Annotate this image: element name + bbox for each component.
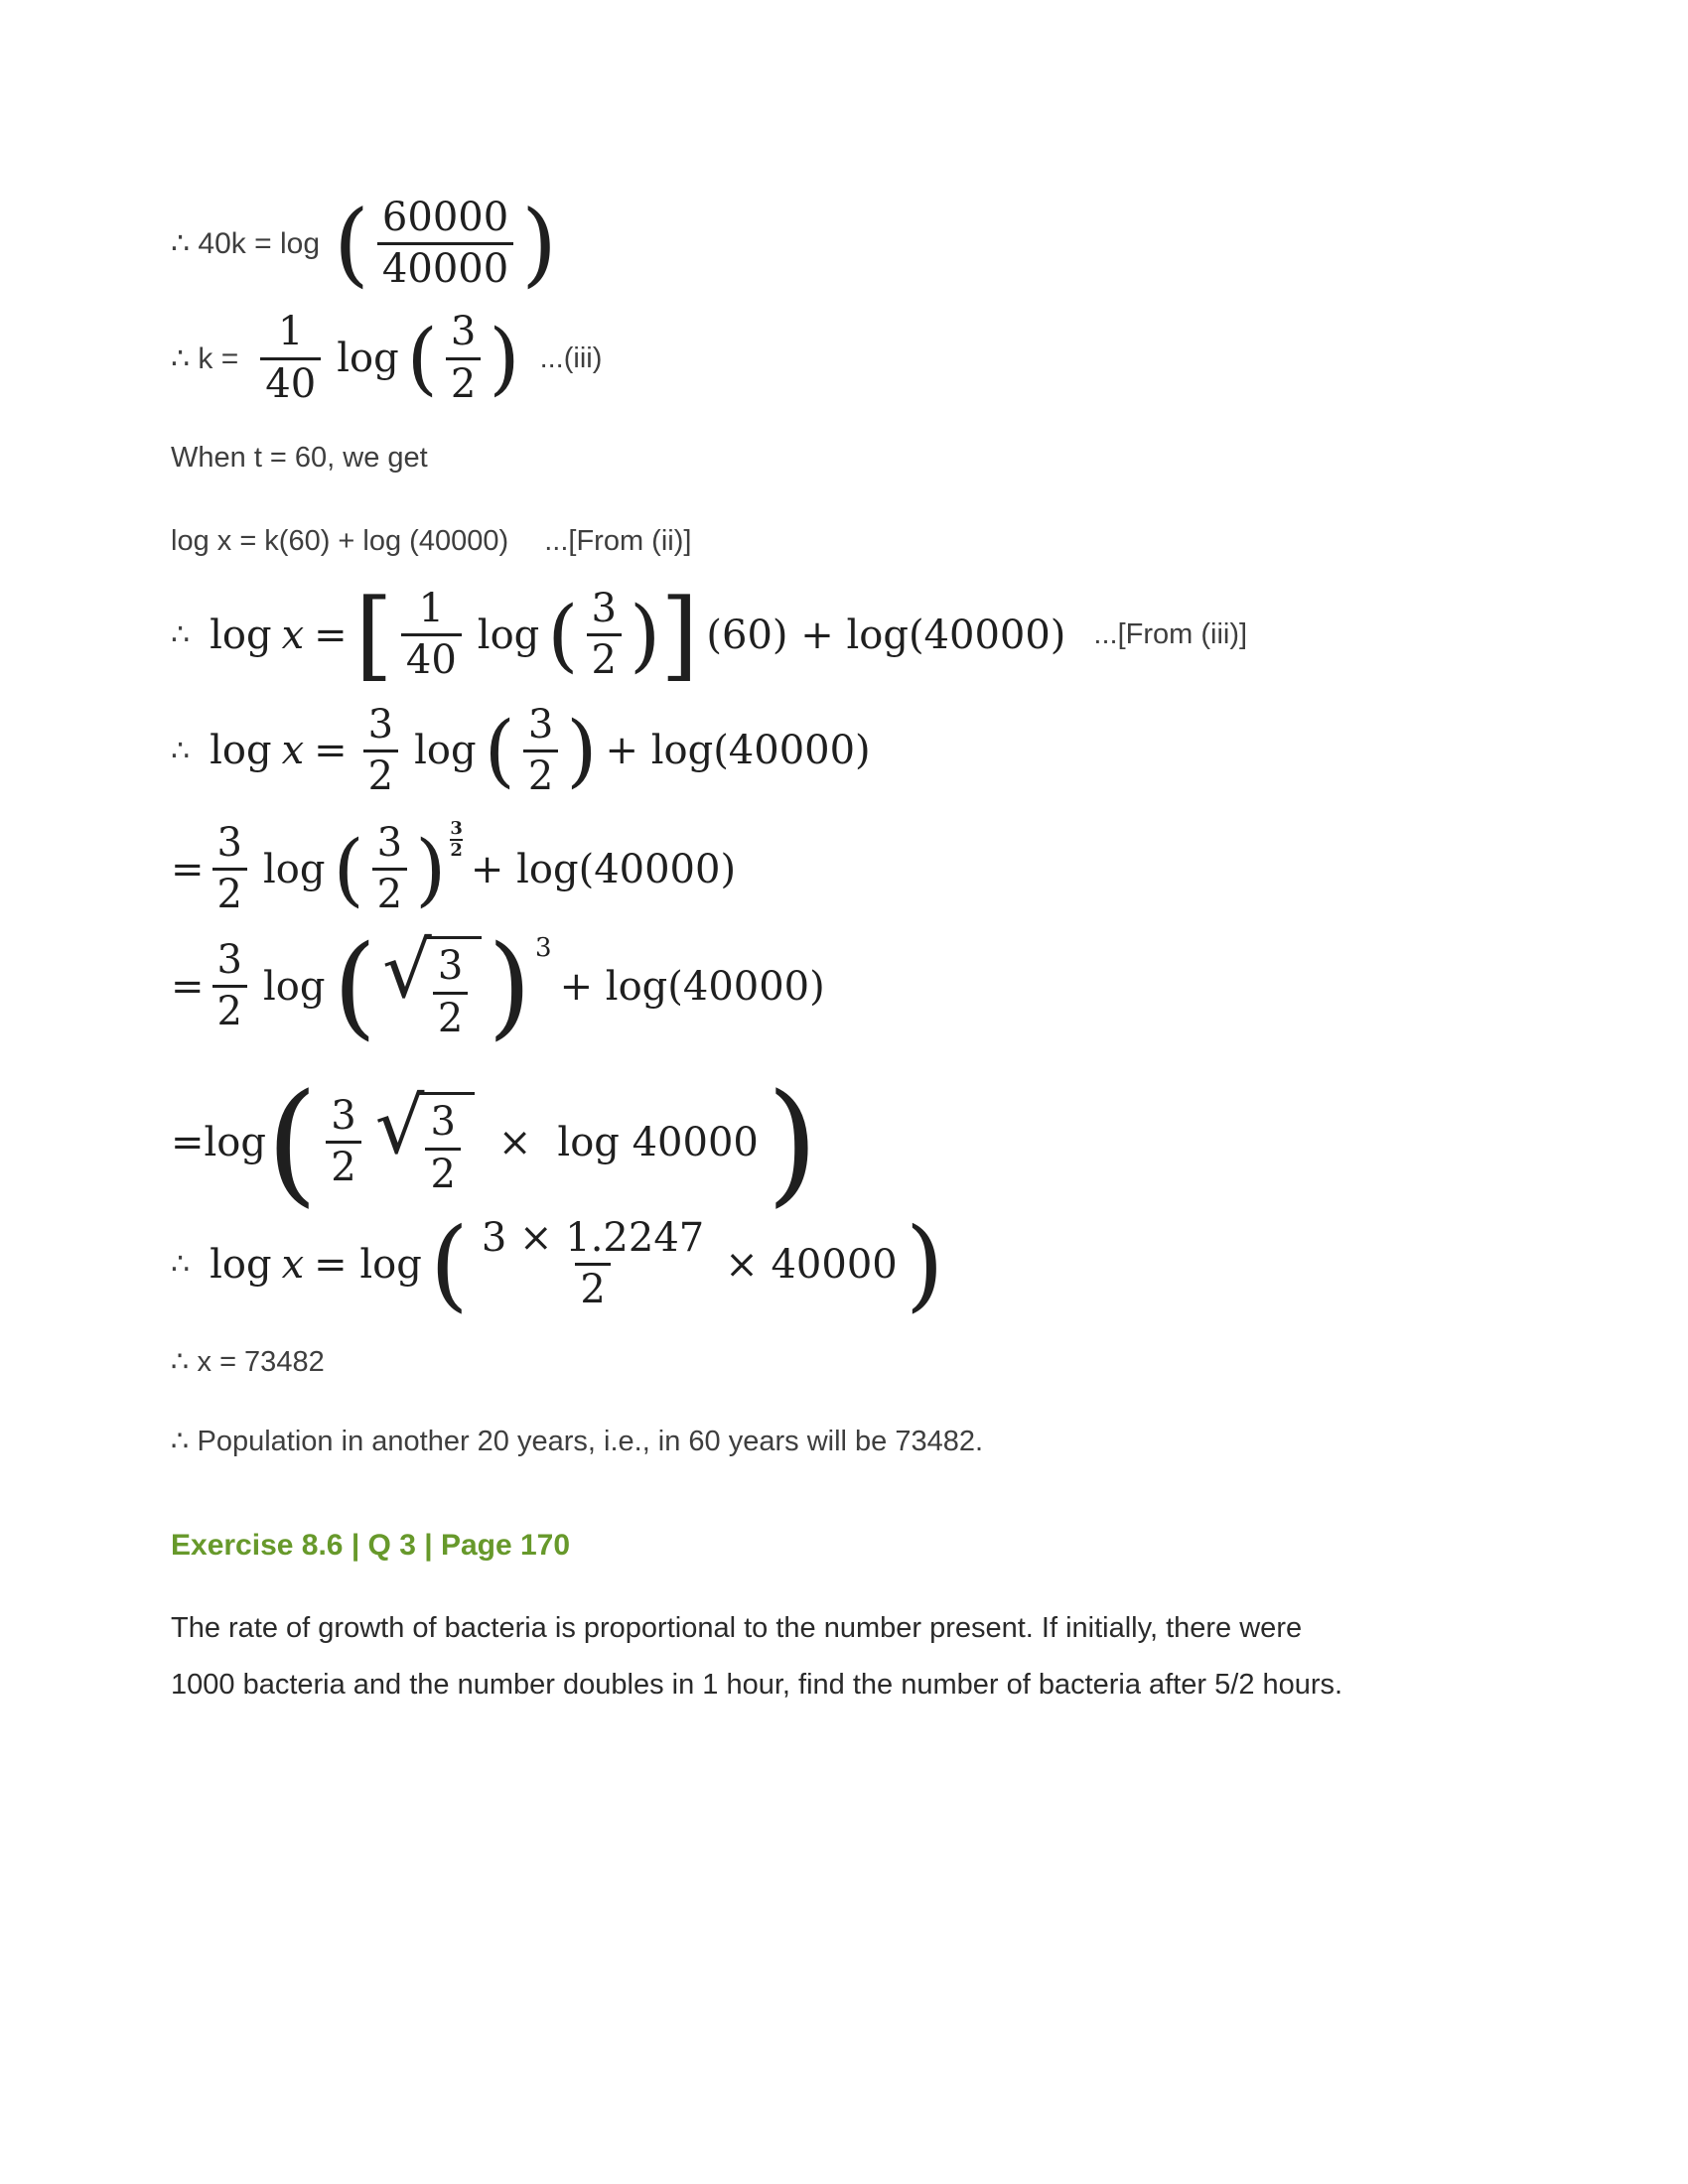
fraction-denominator: 2: [212, 985, 247, 1033]
fraction: [433, 945, 468, 1039]
fraction-denominator: 2: [587, 633, 622, 682]
text-logx-k60-tag: ...[From (ii)]: [544, 524, 692, 557]
square-root: [375, 1088, 475, 1195]
equation-final: [171, 1215, 1422, 1314]
square-root: [382, 932, 482, 1039]
equation-rest: + log(40000): [605, 728, 871, 774]
fraction-denominator: 2: [363, 750, 398, 798]
text-logx-k60: [171, 523, 1422, 559]
therefore-sign: ∴: [171, 733, 191, 768]
equation-k: [171, 311, 1422, 405]
fraction: [401, 588, 462, 682]
fraction-numerator: 3: [437, 943, 464, 990]
fraction: [212, 822, 247, 916]
fraction-numerator: 3: [367, 701, 394, 748]
fraction-numerator: 3: [376, 820, 403, 867]
fraction: [477, 1214, 709, 1312]
equals-log: = log: [314, 1241, 422, 1288]
text-population-conclusion: ∴ Population in another 20 years, i.e., in 60 years will be 73482.: [171, 1425, 984, 1457]
fraction-denominator: 40: [260, 357, 321, 406]
paren-open-icon: [334, 199, 369, 290]
equation-40k: [171, 197, 1422, 291]
paren-close-icon: [566, 711, 597, 790]
equation-rest: + log(40000): [559, 963, 825, 1010]
equation-log-big: [171, 1076, 1422, 1209]
fraction-denominator: 2: [523, 750, 558, 798]
exponent-denominator: 2: [450, 840, 463, 862]
fraction-numerator: 3 × 1.2247: [481, 1214, 705, 1261]
log-function: log: [414, 728, 477, 774]
fraction-numerator: 60000: [381, 195, 509, 240]
equation-tag: ...(iii): [539, 341, 603, 374]
log-function: log: [210, 612, 272, 658]
fraction-denominator: 2: [425, 1148, 460, 1196]
radicand: [425, 936, 482, 1039]
log-function: log: [337, 336, 399, 382]
fraction-numerator: 1: [418, 586, 445, 632]
fraction-denominator: 2: [326, 1141, 360, 1189]
log-function: log: [262, 846, 326, 892]
equals-log: =log: [171, 1119, 266, 1165]
fraction-numerator: 3: [216, 936, 242, 983]
exponent-fraction: [450, 820, 463, 861]
equals-sign: =: [314, 612, 348, 658]
paren-close-icon: [488, 931, 531, 1042]
fraction: [212, 936, 247, 1034]
fraction-numerator: 3: [527, 701, 554, 748]
log-function: log: [210, 1241, 272, 1288]
fraction-numerator: 1: [278, 309, 304, 355]
fraction: [587, 588, 622, 682]
paren-open-icon: [333, 830, 363, 909]
fraction-numerator: 3: [430, 1099, 456, 1146]
question-text: The rate of growth of bacteria is proportional to the number present. If initially, there were 1000 bacteria and the number doubles in 1 hour, find the number of bacteria after 5/2 hours.: [171, 1611, 1343, 1701]
fraction: [372, 822, 407, 916]
paren-close-icon: [415, 830, 446, 909]
paren-close-icon: [767, 1076, 818, 1209]
variable-x: x: [281, 612, 305, 658]
equation-k-prefix: ∴ k =: [171, 341, 239, 375]
text-x-result: ∴ x = 73482: [171, 1345, 325, 1378]
log-function: log: [210, 728, 272, 774]
log-function: log: [477, 612, 540, 658]
equation-rest: × 40000: [725, 1241, 898, 1288]
log-function: log: [262, 963, 326, 1010]
equation-tag: ...[From (iii)]: [1093, 618, 1248, 651]
fraction: [377, 197, 513, 291]
fraction-denominator: 2: [433, 992, 468, 1040]
paren-close-icon: [906, 1215, 944, 1314]
paren-open-icon: [485, 711, 515, 790]
fraction-numerator: 3: [216, 820, 242, 867]
radicand: [417, 1092, 474, 1195]
fraction-denominator: 2: [575, 1263, 610, 1311]
equation-sqrt-cube: [171, 931, 1422, 1042]
exponent-3: 3: [535, 932, 552, 963]
times-sign: ×: [497, 1119, 532, 1165]
paren-open-icon: [407, 319, 438, 398]
paren-open-icon: [266, 1076, 318, 1209]
fraction-denominator: 40: [401, 633, 462, 682]
text-when-t-60: When t = 60, we get: [171, 441, 428, 474]
paren-close-icon: [489, 319, 519, 398]
fraction-denominator: 2: [446, 357, 481, 406]
variable-x: x: [281, 1241, 305, 1288]
therefore-sign: ∴: [171, 617, 191, 653]
paren-open-icon: [430, 1215, 469, 1314]
equals-sign: =: [314, 728, 348, 774]
exercise-heading-link[interactable]: Exercise 8.6 | Q 3 | Page 170: [171, 1528, 571, 1562]
equation-power: [171, 818, 1422, 918]
paren-open-icon: [333, 931, 376, 1042]
paren-close-icon: [521, 199, 557, 290]
equals-sign: =: [171, 846, 205, 892]
bracket-close-icon: [660, 587, 698, 684]
fraction: [523, 701, 558, 799]
fraction-numerator: 3: [450, 309, 477, 355]
fraction: [260, 311, 321, 405]
equation-rest: log 40000: [557, 1119, 759, 1165]
variable-x: x: [281, 728, 305, 774]
equation-from-iii: [171, 587, 1422, 684]
exponent-numerator: 3: [450, 818, 463, 840]
paren-open-icon: [547, 596, 578, 675]
fraction-denominator: 2: [372, 868, 407, 916]
fraction: [446, 311, 481, 405]
text-logx-k60-main: log x = k(60) + log (40000): [171, 524, 509, 557]
therefore-sign: ∴: [171, 1247, 191, 1282]
fraction: [326, 1092, 360, 1190]
fraction: [363, 701, 398, 799]
fraction-numerator: 3: [331, 1092, 356, 1139]
fraction-numerator: 3: [591, 586, 617, 632]
equation-rest: + log(40000): [470, 846, 737, 892]
equation-three-half: [171, 701, 1422, 799]
equation-40k-prefix: ∴ 40k = log: [171, 227, 321, 261]
fraction: [425, 1101, 460, 1195]
bracket-open-icon: [355, 587, 393, 684]
fraction-denominator: 40000: [377, 242, 513, 291]
fraction-denominator: 2: [212, 868, 247, 916]
equals-sign: =: [171, 963, 205, 1010]
paren-close-icon: [630, 596, 660, 675]
equation-rest: (60) + log(40000): [706, 612, 1066, 658]
